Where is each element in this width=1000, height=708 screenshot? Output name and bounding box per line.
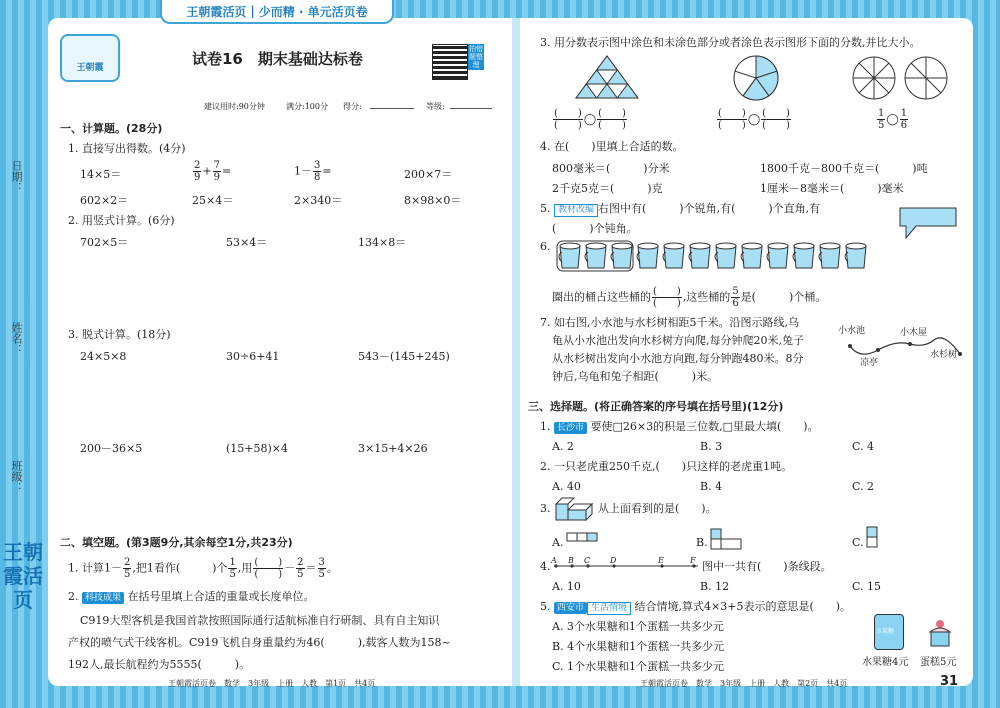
calc-item: 2×340＝ <box>294 194 343 207</box>
stepwise-calc: 543－(145+245) <box>358 350 450 363</box>
choice-q2: 2. 一只老虎重250千克,( )只这样的老虎重1吨。 <box>540 460 793 473</box>
fill-q2-line: C919大型客机是我国首款按照国际通行适航标准自行研制、具有自主知识 <box>80 614 440 627</box>
map-house: 小木屋 <box>900 328 928 338</box>
q7-line: 从水杉树出发向小水池方向跑,每分钟跑480米。8分 <box>552 352 804 365</box>
q3-answer-2[interactable]: $\frac{( )}{( )}$ ◯ $\frac{( )}{( )}$ <box>718 108 790 131</box>
qr-label: 拍错题整理 <box>469 45 483 69</box>
q7-line: 7. 如右图,小水池与水杉树相距5千米。沿图示路线,乌 <box>540 316 799 329</box>
bucket-row <box>556 240 876 272</box>
meta-grade: 等级: <box>426 102 445 111</box>
cake-price: 蛋糕5元 <box>920 657 957 668</box>
fraction: $\frac{5}{6}$ <box>732 286 739 309</box>
choice-q4-num: 4. <box>540 560 551 573</box>
banner-brand: 王朝霞活页 <box>186 4 247 19</box>
cake-icon <box>926 618 954 650</box>
q7-line: 钟后,乌龟和兔子相距( )米。 <box>552 370 719 383</box>
qr-code[interactable] <box>432 44 468 80</box>
option-c-figure <box>866 526 880 550</box>
fraction-blank[interactable]: $\frac{( )}{( )}$ <box>653 286 681 309</box>
q3-answer-3[interactable]: $\frac{1}{5}$ ◯ $\frac{1}{6}$ <box>878 108 908 131</box>
two-circles-figure <box>850 54 950 100</box>
section-1-heading: 一、计算题。(28分) <box>60 122 163 135</box>
option[interactable]: B. 4 <box>700 480 723 493</box>
option[interactable]: A. 10 <box>552 580 581 593</box>
stepwise-calc: 200－36×5 <box>80 442 143 455</box>
banner-slogan: 少而精 · 单元活页卷 <box>258 4 368 19</box>
point-label: B <box>568 556 574 565</box>
circle-figure <box>732 54 780 102</box>
vertical-calc: 134×8＝ <box>358 236 407 249</box>
grade-line[interactable] <box>450 108 492 109</box>
q4-item: 1800千克－800千克＝( )吨 <box>760 162 928 175</box>
calc-item-fraction-diff: 1－ $\frac{3}{8}$ = <box>294 160 332 183</box>
bucket-icon <box>715 243 736 268</box>
point-label: E <box>658 556 664 565</box>
q5-text-2: ( )个钝角。 <box>552 222 638 235</box>
fraction: $\frac{2}{5}$ <box>124 557 131 580</box>
bucket-icon <box>819 243 840 268</box>
jar-label: 水果糖 <box>876 628 895 635</box>
section-3-heading: 三、选择题。(将正确答案的序号填在括号里)(12分) <box>528 400 784 413</box>
candy-price: 水果糖4元 <box>862 657 909 668</box>
footer-left: 王朝霞活页卷 数学 3年级 上册 人教 第1页 共4页 <box>168 679 376 688</box>
q1-2-text: 2. 用竖式计算。(6分) <box>68 214 175 227</box>
q1-3-text: 3. 脱式计算。(18分) <box>68 328 171 341</box>
choice-q5: 5. 西安市 生活情境 结合情境,算式4×3+5表示的意思是( )。 <box>540 600 852 613</box>
q4-item: 1厘米－8毫米＝( )毫米 <box>760 182 904 195</box>
q6-text: 圈出的桶占这些桶的 $\frac{( )}{( )}$ ,这些桶的 $\frac{5}{6}$ 是( )个桶。 <box>552 286 827 309</box>
stepwise-calc: 3×15+4×26 <box>358 442 428 455</box>
q5-text: 5. 教材改编 右图中有( )个锐角,有( )个直角,有 <box>540 202 821 215</box>
bucket-icon <box>845 243 866 268</box>
fill-q1: 1. 计算1－ $\frac{2}{5}$ ,把1看作( )个 $\frac{1}{5}$ ,用 $\frac{( )}{( )}$ － $\frac{2}{5}$ ＝ $\frac{3}{5}$ 。 <box>68 557 338 580</box>
calc-item: 200×7＝ <box>404 168 453 181</box>
textbook-tag: 教材改编 <box>554 204 598 217</box>
bucket-icon <box>741 243 762 268</box>
calc-item: 14×5＝ <box>80 168 122 181</box>
vertical-calc: 53×4＝ <box>226 236 268 249</box>
point-label: F <box>690 556 696 565</box>
meta-got: 得分: <box>343 102 362 111</box>
cube-stack-figure <box>554 496 594 522</box>
q4-item: 800毫米＝( )分米 <box>552 162 670 175</box>
vertical-calc: 702×5＝ <box>80 236 129 249</box>
option[interactable]: A. <box>552 536 564 549</box>
calc-item: 8×98×0＝ <box>404 194 462 207</box>
city-tag: 西安市 <box>554 602 587 614</box>
page-number: 31 <box>940 674 959 689</box>
option[interactable]: C. <box>852 536 864 549</box>
fraction: $\frac{3}{5}$ <box>318 557 325 580</box>
fill-q2-line: 192人,最长航程约为5555( )。 <box>68 658 251 671</box>
date-label: 日期： <box>10 160 23 193</box>
q4-text: 4. 在( )里填上合适的数。 <box>540 140 684 153</box>
page-spine <box>512 18 520 686</box>
q6-num: 6. <box>540 240 551 253</box>
q3-text: 3. 用分数表示图中涂色和未涂色部分或者涂色表示图形下面的分数,并比大小。 <box>540 36 921 49</box>
context-tag: 生活情境 <box>587 602 631 615</box>
option[interactable]: B. 3 <box>700 440 723 453</box>
line-segment-figure <box>552 558 702 572</box>
footer-right: 王朝霞活页卷 数学 3年级 上册 人教 第2页 共4页 <box>640 679 848 688</box>
q7-line: 龟从小水池出发向水杉树方向爬,每分钟爬20米,兔子 <box>552 334 804 347</box>
point-label: A <box>551 556 557 565</box>
option[interactable]: B. <box>696 536 708 549</box>
class-label: 班级： <box>10 460 23 493</box>
point-label: C <box>584 556 591 565</box>
option[interactable]: A. 3个水果糖和1个蛋糕一共多少元 <box>552 620 724 633</box>
date-line <box>27 200 28 300</box>
q1-1-text: 1. 直接写出得数。(4分) <box>68 142 186 155</box>
candy-jar-icon <box>874 614 904 650</box>
calc-item: 602×2＝ <box>80 194 129 207</box>
fraction: $\frac{1}{5}$ <box>229 557 236 580</box>
stepwise-calc: 30÷6+41 <box>226 350 280 363</box>
score-line[interactable] <box>370 108 414 109</box>
option[interactable]: B. 4个水果糖和1个蛋糕一共多少元 <box>552 640 725 653</box>
option[interactable]: C. 2 <box>852 480 875 493</box>
meta-time: 建议用时:90分钟 <box>204 102 265 111</box>
option[interactable]: C. 15 <box>852 580 882 593</box>
triangle-figure <box>574 54 640 100</box>
logo-text: 王朝霞 <box>76 63 104 73</box>
top-banner <box>160 0 394 24</box>
option-a-figure <box>566 530 600 544</box>
q4-item: 2千克5克＝( )克 <box>552 182 663 195</box>
stepwise-calc: (15+58)×4 <box>226 442 289 455</box>
bucket-icon <box>663 243 684 268</box>
option-b-figure <box>710 528 744 550</box>
fraction: $\frac{1}{5}$ <box>878 108 885 131</box>
bucket-icon <box>793 243 814 268</box>
calc-item: 25×4＝ <box>192 194 234 207</box>
bucket-icon <box>559 243 580 268</box>
q3-answer-1[interactable]: $\frac{( )}{( )}$ ◯ $\frac{( )}{( )}$ <box>554 108 626 131</box>
fraction: $\frac{1}{6}$ <box>900 108 908 131</box>
section-2-heading: 二、填空题。(第3题9分,其余每空1分,共23分) <box>60 536 293 549</box>
bucket-icon <box>585 243 606 268</box>
option[interactable]: B. 12 <box>700 580 730 593</box>
bucket-icon <box>637 243 658 268</box>
banner-sep: | <box>250 4 255 18</box>
name-label: 姓名： <box>10 322 23 355</box>
angle-shape-figure <box>896 204 960 240</box>
choice-q1: 1. 长沙市 要使□26×3的积是三位数,□里最大填( )。 <box>540 420 819 433</box>
city-tag: 长沙市 <box>554 422 587 434</box>
option[interactable]: A. 40 <box>552 480 581 493</box>
bucket-icon <box>767 243 788 268</box>
meta-score: 满分:100分 <box>286 102 328 111</box>
choice-q4: 图中一共有( )条线段。 <box>702 560 832 573</box>
name-line <box>27 362 28 452</box>
fraction-blank[interactable]: $\frac{( )}{( )}$ <box>254 557 283 580</box>
point-label: D <box>610 556 617 565</box>
page-title: 试卷16 期末基础达标卷 <box>192 50 363 68</box>
choice-q3: 从上面看到的是( )。 <box>598 502 717 515</box>
option[interactable]: C. 4 <box>852 440 875 453</box>
map-pool: 小水池 <box>838 326 866 336</box>
fraction: $\frac{3}{8}$ <box>314 160 321 183</box>
side-brand: 王朝霞活页 <box>3 540 43 612</box>
choice-q3-num: 3. <box>540 502 551 515</box>
option[interactable]: C. 1个水果糖和1个蛋糕一共多少元 <box>552 660 725 673</box>
fill-q2: 2. 科技成果 在括号里填上合适的重量或长度单位。 <box>68 590 315 603</box>
tech-tag: 科技成果 <box>82 592 124 604</box>
map-tree: 水杉树 <box>930 350 958 360</box>
fraction: $\frac{2}{9}$ <box>194 160 201 183</box>
logo <box>60 34 120 82</box>
calc-item-fraction-sum: $\frac{2}{9}$ + $\frac{7}{9}$ = <box>194 160 232 183</box>
buckets-svg <box>556 240 876 272</box>
fraction: $\frac{7}{9}$ <box>213 160 220 183</box>
map-pavilion: 凉亭 <box>860 358 879 368</box>
bucket-icon <box>689 243 710 268</box>
fill-q2-line: 产权的喷气式干线客机。C919飞机自身重量约为46( ),载客人数为158~ <box>68 636 451 649</box>
fraction: $\frac{2}{5}$ <box>297 557 304 580</box>
bucket-icon <box>611 243 632 268</box>
option[interactable]: A. 2 <box>552 440 574 453</box>
stepwise-calc: 24×5×8 <box>80 350 127 363</box>
